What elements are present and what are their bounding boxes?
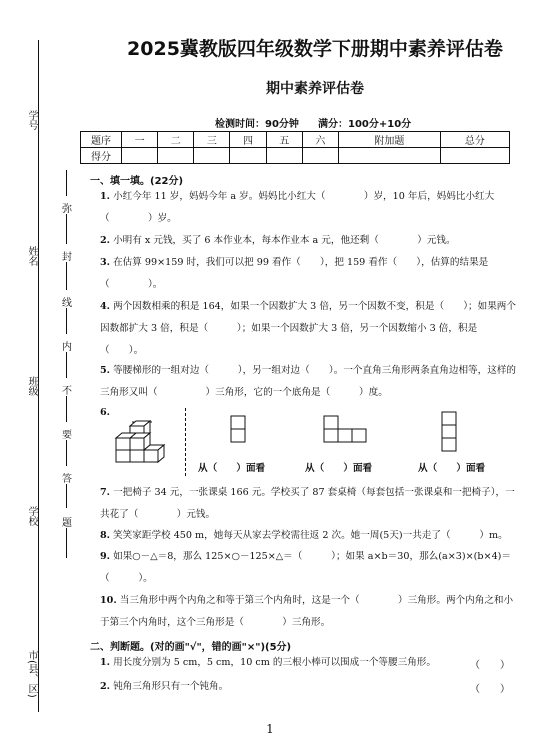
question-text: 如果○－△＝8，那么 125×○－125×△＝（ ）；如果 a×b＝30，那么(a×3)×(b×4)＝（ ）。 [100,551,512,584]
document-subtitle: 期中素养评估卷 [266,81,364,97]
view-caption-b: 从（ ）面看 [305,463,373,474]
section-heading-judge: 二、判断题。(对的画"√"，错的画"×")(5分) [90,642,292,653]
question-number: 3. [100,257,111,268]
question-text: 两个因数相乘的积是 164，如果一个因数扩大 3 倍，另一个因数不变，积是（ ）；如果两个因数都扩大 3 倍，积是（ ）；如果一个因数扩大 3 倍，另一个因数缩小 3 倍，积是（ ）。 [100,301,516,356]
score-table-cell: 得分 [81,148,122,164]
score-input-cell[interactable] [158,148,194,164]
view-figure-b [322,414,372,446]
exam-time: 检测时间：90分钟 [215,119,299,130]
seal-line-seg [66,352,67,378]
score-table-cell: 一 [122,132,158,148]
margin-field-student-id: 学号 [26,110,37,130]
score-table [80,131,510,164]
score-table-cell: 四 [230,132,266,148]
seal-char: 题 [62,518,72,529]
judge-question-2 [100,676,520,698]
judge-question-1 [100,652,520,674]
score-table-cell: 六 [302,132,338,148]
question-text: 在估算 99×159 时，我们可以把 99 看作（ ），把 159 看作（ ），估算的结果是（ ）。 [100,257,489,290]
question-number: 10. [100,595,117,606]
question-1 [100,186,520,230]
question-number: 4. [100,301,111,312]
score-input-cell[interactable] [338,148,440,164]
score-table-cell: 总分 [440,132,509,148]
score-input-cell[interactable] [230,148,266,164]
document-title: 2025冀教版四年级数学下册期中素养评估卷 [127,38,503,60]
score-table-score-row [81,148,510,164]
score-table-cell: 题序 [81,132,122,148]
view-figure-c [440,410,460,456]
question-number: 2. [100,681,111,692]
answer-paren[interactable]: （ ） [470,684,510,695]
question-number: 6. [100,407,111,418]
figure-divider [185,408,186,476]
score-table-cell: 附加题 [338,132,440,148]
seal-char: 要 [62,430,72,441]
seal-line-seg [66,262,67,290]
score-table-cell: 三 [194,132,230,148]
seal-char: 线 [62,298,72,309]
seal-line-bottom [66,528,67,558]
question-text: 当三角形中两个内角之和等于第三个内角时，这是一个（ ）三角形。两个内角之和小于第三个内角时，这个三角形是（ ）三角形。 [100,595,514,628]
view-caption-c: 从（ ）面看 [418,463,486,474]
score-input-cell[interactable] [302,148,338,164]
question-4 [100,296,520,362]
question-text: 用长度分别为 5 cm，5 cm，10 cm 的三根小棒可以围成一个等腰三角形。 [113,657,436,668]
question-text: 笑笑家距学校 450 m，她每天从家去学校需往返 2 次。她一周(5天)一共走了（ ）m。 [113,530,508,541]
margin-field-class: 班级 [26,376,37,396]
question-text: 小红今年 11 岁，妈妈今年 a 岁。妈妈比小红大（ ）岁，10 年后，妈妈比小红大（ ）岁。 [100,191,495,224]
question-number: 1. [100,657,111,668]
seal-line-seg [66,484,67,508]
question-number: 9. [100,551,111,562]
question-2 [100,230,520,252]
score-table-cell: 二 [158,132,194,148]
question-text: 等腰梯形的一组对边（ ），另一组对边（ ）。一个直角三角形两条直角边相等，这样的三角形又叫（ ）三角形，它的一个底角是（ ）度。 [100,365,517,398]
seal-line-seg [66,308,67,334]
question-number: 1. [100,191,111,202]
question-number: 5. [100,365,111,376]
margin-field-school: 学校 [26,506,37,526]
seal-line-seg [66,214,67,244]
margin-field-name: 姓名 [26,246,37,266]
question-8 [100,525,520,547]
question-3 [100,252,520,296]
seal-char: 封 [62,252,72,263]
question-5 [100,360,520,404]
seal-line-top [66,170,67,196]
seal-line-seg [66,396,67,422]
binding-margin [0,0,95,749]
question-9 [100,546,520,590]
score-table-header-row [81,132,510,148]
exam-full-score: 满分：100分+10分 [318,119,412,130]
score-input-cell[interactable] [194,148,230,164]
view-caption-a: 从（ ）面看 [198,463,266,474]
seal-char: 弥 [62,204,72,215]
question-text: 小明有 x 元钱，买了 6 本作业本，每本作业本 a 元，他还剩（ ）元钱。 [113,235,456,246]
cube-stack-figure [110,420,174,476]
seal-char: 内 [62,342,72,353]
score-table-cell: 五 [266,132,302,148]
question-text: 一把椅子 34 元，一张课桌 166 元。学校买了 87 套桌椅（每套包括一张课桌和一把椅子），一共花了（ ）元钱。 [100,487,515,520]
page-number: 1 [266,722,274,736]
question-number: 2. [100,235,111,246]
section-heading-fill: 一、填一填。(22分) [90,176,184,187]
seal-char: 答 [62,474,72,485]
answer-paren[interactable]: （ ） [470,660,510,671]
score-input-cell[interactable] [122,148,158,164]
margin-field-city: 市(县、区) [26,650,37,698]
question-text: 钝角三角形只有一个钝角。 [113,681,229,692]
question-10 [100,590,520,634]
seal-char: 不 [62,386,72,397]
seal-line-seg [66,440,67,466]
question-number: 8. [100,530,111,541]
question-number: 7. [100,487,111,498]
view-figure-a [229,414,249,446]
score-input-cell[interactable] [266,148,302,164]
score-input-cell[interactable] [440,148,509,164]
question-7 [100,482,520,526]
